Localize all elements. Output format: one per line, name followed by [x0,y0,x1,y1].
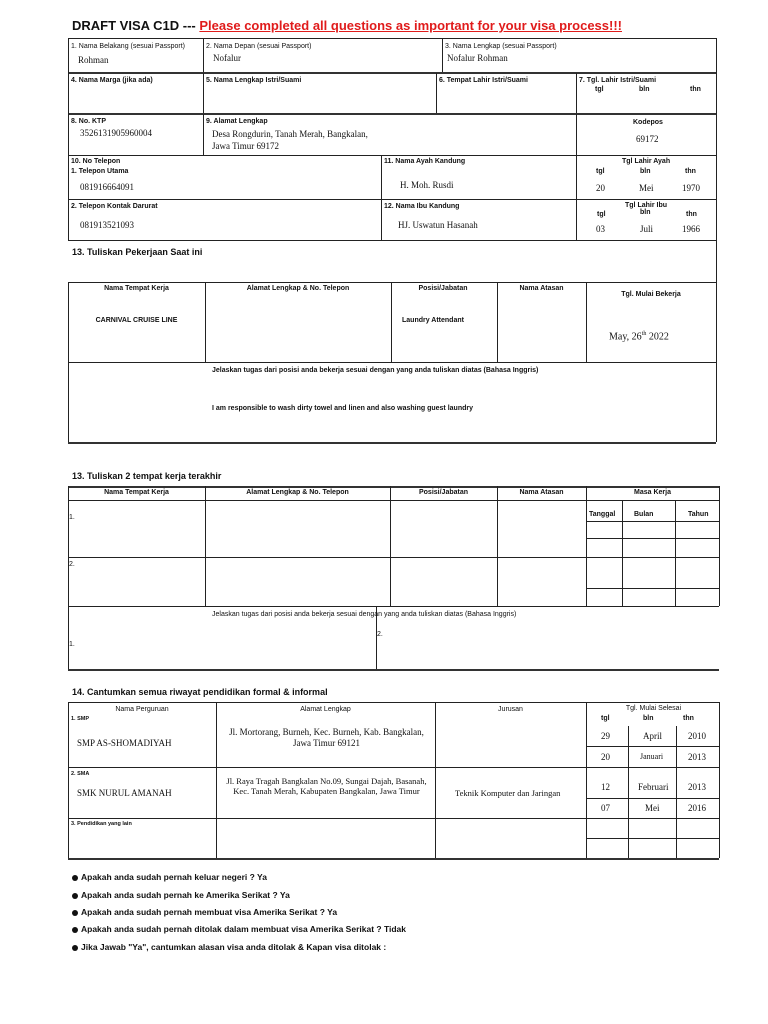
clan-name-label: 4. Nama Marga (jika ada) [71,77,153,84]
postcode-label: Kodepos [633,119,663,126]
bullet-icon [72,875,78,881]
father-tgl-label: tgl [596,168,605,175]
prev-duties-1[interactable]: 1. [69,641,75,648]
current-duties-label: Jelaskan tugas dari posisi anda bekerja sesuai dengan yang anda tuliskan diatas (Bahasa Inggris) [212,367,539,374]
father-name-label: 11. Nama Ayah Kandung [384,158,466,165]
current-col-position: Posisi/Jabatan [418,285,468,292]
sma-end-bln[interactable]: Mei [645,803,660,813]
sma-end-tgl[interactable]: 07 [601,803,610,813]
bullet-icon [72,910,78,916]
prev-duties-2[interactable]: 2. [377,631,383,638]
smp-start-bln[interactable]: April [643,731,662,741]
phone-main-label: 1. Telepon Utama [71,168,129,175]
mother-dob-thn[interactable]: 1966 [682,224,700,234]
prev-sub-month: Bulan [634,511,654,518]
phone-label: 10. No Telepon [71,158,121,165]
prev-col-position: Posisi/Jabatan [418,489,469,496]
sma-start-bln[interactable]: Februari [638,782,669,792]
edu-bln-label: bln [643,715,654,722]
given-name-value[interactable]: Nofalur [213,53,241,63]
form-warning: Please completed all questions as important for your visa process!!! [199,18,622,33]
bullet-icon [72,927,78,933]
bullet-icon [72,945,78,951]
current-job-title: 13. Tuliskan Pekerjaan Saat ini [72,247,203,257]
prev-col-supervisor: Nama Atasan [519,489,564,496]
smp-name[interactable]: SMP AS-SHOMADIYAH [77,738,172,748]
question-item: Jika Jawab "Ya", cantumkan alasan visa anda ditolak & Kapan visa ditolak : [72,942,386,952]
spouse-tgl-label: tgl [595,86,604,93]
page-header [72,18,622,33]
spouse-name-label: 5. Nama Lengkap Istri/Suami [206,77,302,84]
current-start-value[interactable] [609,331,669,342]
father-dob-bln[interactable]: Mei [639,183,654,193]
smp-end-tgl[interactable]: 20 [601,752,610,762]
current-duties-value[interactable]: I am responsible to wash dirty towel and linen and also washing guest laundry [212,405,473,412]
prev-col-company: Nama Tempat Kerja [104,489,169,496]
edu-col-dates: Tgl. Mulai Selesai [625,705,682,712]
edu-tgl-label: tgl [601,715,610,722]
father-bln-label: bln [640,168,651,175]
mother-thn-label: thn [686,211,697,218]
smp-label: 1. SMP [71,716,90,722]
prev-col-address: Alamat Lengkap & No. Telepon [246,489,349,496]
spouse-thn-label: thn [690,86,701,93]
father-dob-label: Tgl Lahir Ayah [622,158,671,165]
current-col-address: Alamat Lengkap & No. Telepon [246,285,350,292]
spouse-birthplace-label: 6. Tempat Lahir Istri/Suami [439,77,528,84]
phone-main-value[interactable]: 081916664091 [80,182,134,192]
prev-col-period: Masa Kerja [634,489,671,496]
mother-dob-label: Tgl Lahir Ibu [625,202,667,209]
phone-emergency-label: 2. Telepon Kontak Darurat [71,203,158,210]
mother-tgl-label: tgl [597,211,606,218]
family-name-label: 1. Nama Belakang (sesuai Passport) [71,43,185,50]
sma-end-thn[interactable]: 2016 [688,803,706,813]
address-line1[interactable]: Desa Rongdurin, Tanah Merah, Bangkalan, [212,129,368,139]
mother-dob-tgl[interactable]: 03 [596,224,605,234]
question-item: Apakah anda sudah pernah ke Amerika Serikat ? Ya [72,890,290,900]
full-name-value[interactable]: Nofalur Rohman [447,53,508,63]
sma-name[interactable]: SMK NURUL AMANAH [77,788,172,798]
address-label: 9. Alamat Lengkap [206,118,268,125]
previous-jobs-title: 13. Tuliskan 2 tempat kerja terakhir [72,471,222,481]
sma-major[interactable]: Teknik Komputer dan Jaringan [455,788,561,798]
current-company-value[interactable]: CARNIVAL CRUISE LINE [95,317,178,324]
edu-thn-label: thn [683,715,694,722]
father-thn-label: thn [685,168,696,175]
phone-emergency-value[interactable]: 081913521093 [80,220,134,230]
education-title: 14. Cantumkan semua riwayat pendidikan formal & informal [72,687,328,697]
smp-start-tgl[interactable]: 29 [601,731,610,741]
full-name-label: 3. Nama Lengkap (sesuai Passport) [445,43,557,50]
address-line2[interactable]: Jawa Timur 69172 [212,141,280,151]
sma-start-thn[interactable]: 2013 [688,782,706,792]
spouse-birthdate-label: 7. Tgl. Lahir Istri/Suami [579,77,657,84]
smp-start-thn[interactable]: 2010 [688,731,706,741]
father-dob-tgl[interactable]: 20 [596,183,605,193]
other-edu-label: 3. Pendidikan yang lain [71,821,132,827]
current-col-company: Nama Tempat Kerja [104,285,169,292]
father-dob-thn[interactable]: 1970 [682,183,700,193]
question-item: Apakah anda sudah pernah ditolak dalam membuat visa Amerika Serikat ? Tidak [72,924,406,934]
given-name-label: 2. Nama Depan (sesuai Passport) [206,43,312,50]
father-name-value[interactable]: H. Moh. Rusdi [400,180,454,190]
smp-address[interactable]: Jl. Mortorang, Burneh, Kec. Burneh, Kab. Bangkalan, Jawa Timur 69121 [229,727,424,748]
current-position-value[interactable]: Laundry Attendant [402,317,464,324]
current-col-supervisor: Nama Atasan [519,285,564,292]
spouse-bln-label: bln [639,86,650,93]
bullet-icon [72,893,78,899]
ktp-value[interactable]: 3526131905960004 [80,128,152,138]
question-item: Apakah anda sudah pernah membuat visa Amerika Serikat ? Ya [72,907,337,917]
mother-name-value[interactable]: HJ. Uswatun Hasanah [398,220,478,230]
postcode-value[interactable]: 69172 [636,134,659,144]
prev-sub-day: Tanggal [589,511,616,518]
prev-duties-label: Jelaskan tugas dari posisi anda bekerja sesuai dengan yang anda tuliskan diatas (Bahasa Inggris) [212,611,517,618]
edu-col-school: Nama Perguruan [115,706,169,713]
edu-col-address: Alamat Lengkap [300,706,351,713]
smp-end-bln[interactable]: Januari [640,752,664,761]
current-col-start: Tgl. Mulai Bekerja [621,291,681,298]
prev-sub-year: Tahun [688,511,709,518]
ktp-label: 8. No. KTP [71,118,107,125]
mother-dob-bln[interactable]: Juli [640,224,654,234]
question-item: Apakah anda sudah pernah keluar negeri ? Ya [72,872,267,882]
edu-col-major: Jurusan [498,706,523,713]
sma-start-tgl[interactable]: 12 [601,782,610,792]
prev-row1-label: 1. [69,514,75,521]
sma-label: 2. SMA [71,771,90,777]
mother-bln-label: bln [640,209,651,216]
current-start-sup: th [641,331,647,337]
mother-name-label: 12. Nama Ibu Kandung [384,203,460,210]
smp-end-thn[interactable]: 2013 [688,752,706,762]
sma-address[interactable]: Jl. Raya Tragah Bangkalan No.09, Sungai Dajah, Basanah, Kec. Tanah Merah, Kabupaten Bangkalan, Jawa Timur [226,776,427,796]
prev-row2-label: 2. [69,561,75,568]
current-start-month: May, 26 [609,331,642,343]
current-start-year: 2022 [646,331,669,343]
form-title: DRAFT VISA C1D --- [72,18,196,33]
family-name-value[interactable]: Rohman [78,55,109,65]
